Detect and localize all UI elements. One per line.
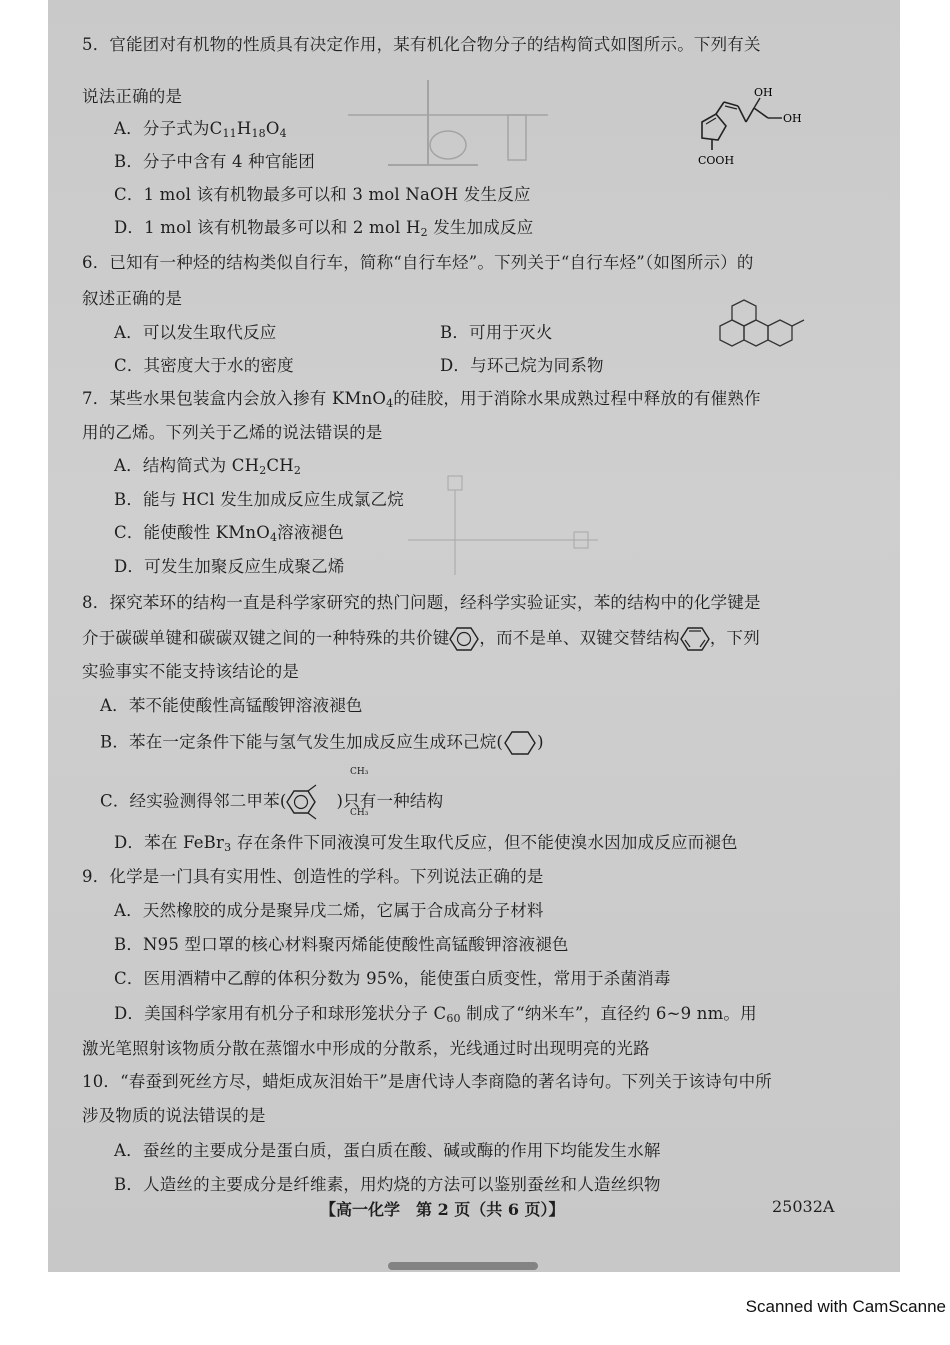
q8-stem-line1: 8．探究苯环的结构一直是科学家研究的热门问题，经科学实验证实，苯的结构中的化学键是 <box>82 593 761 612</box>
o-xylene-ch3-bottom: CH₃ <box>350 808 369 818</box>
cyclohexane-icon <box>503 730 537 756</box>
q6-option-d: D．与环己烷为同系物 <box>440 356 604 375</box>
q8-option-c: C．经实验测得邻二甲苯( )只有一种结构 <box>100 783 443 821</box>
q7-stem-line1: 7．某些水果包装盒内会放入掺有 KMnO$_4$的硅胶，用于消除水果成熟过程中释放的有催熟作 <box>82 389 761 410</box>
q8-stem-line2: 介于碳碳单键和碳碳双键之间的一种特殊的共价键 ，而不是单、双键交替结构 ，下列 <box>82 626 760 652</box>
q9-option-d-line1: D．美国科学家用有机分子和球形笼状分子 $C_{60}$ 制成了“纳米车”，直径约 6~9 nm。用 <box>114 1004 757 1025</box>
q6-option-a: A．可以发生取代反应 <box>114 323 277 342</box>
show-through-apparatus <box>328 75 588 170</box>
q7-option-c: C．能使酸性 KMnO$_4$溶液褪色 <box>114 523 344 544</box>
q5-stem-line1: 5．官能团对有机物的性质具有决定作用，某有机化合物分子的结构简式如图所示。下列有关 <box>82 35 761 54</box>
page-footer: 【高一化学 第 2 页（共 6 页）】 <box>320 1200 565 1219</box>
q5-stem-line2: 说法正确的是 <box>82 87 183 106</box>
q10-stem-line1: 10．“春蚕到死丝方尽，蜡炬成灰泪始干”是唐代诗人李商隐的著名诗句。下列关于该诗句中所 <box>82 1072 772 1091</box>
q9-option-d-line2: 激光笔照射该物质分散在蒸馏水中形成的分散系，光线通过时出现明亮的光路 <box>82 1039 650 1058</box>
q5-option-d: D．1 mol 该有机物最多可以和 2 mol $H_2$ 发生加成反应 <box>114 218 534 239</box>
q6-bicycle-hydrocarbon-structure <box>714 296 810 348</box>
q10-option-b: B．人造丝的主要成分是纤维素，用灼烧的方法可以鉴别蚕丝和人造丝织物 <box>114 1175 661 1194</box>
o-xylene-structure <box>286 783 336 821</box>
o-xylene-ch3-top: CH₃ <box>350 767 369 777</box>
q9-stem: 9．化学是一门具有实用性、创造性的学科。下列说法正确的是 <box>82 867 544 886</box>
q8-option-d: D．苯在 FeBr$_3$ 存在条件下同液溴可发生取代反应，但不能使溴水因加成反应而褪色 <box>114 833 738 854</box>
show-through-diagram <box>408 470 608 585</box>
q5-oh-label-1: OH <box>754 86 773 99</box>
q5-cooh-label: COOH <box>698 154 735 167</box>
scanner-watermark: Scanned with CamScanne <box>745 1297 946 1316</box>
q5-oh-label-2: OH <box>783 112 802 125</box>
q7-option-b: B．能与 HCl 发生加成反应生成氯乙烷 <box>114 490 404 509</box>
q5-option-a: A．分子式为$C_{11}H_{18}O_4$ <box>114 119 287 140</box>
q8-option-b: B．苯在一定条件下能与氢气发生加成反应生成环己烷( ) <box>100 730 544 756</box>
q7-stem-line2: 用的乙烯。下列关于乙烯的说法错误的是 <box>82 423 383 442</box>
q9-option-c: C．医用酒精中乙醇的体积分数为 95%，能使蛋白质变性，常用于杀菌消毒 <box>114 969 671 988</box>
q5-structure-formula <box>680 84 820 170</box>
q6-stem-line2: 叙述正确的是 <box>82 289 183 308</box>
q7-option-a: A．结构简式为 $CH_2CH_2$ <box>114 456 302 477</box>
q6-stem-line1: 6．已知有一种烃的结构类似自行车，简称“自行车烃”。下列关于“自行车烃”（如图所示）的 <box>82 253 754 272</box>
q10-option-a: A．蚕丝的主要成分是蛋白质，蛋白质在酸、碱或酶的作用下均能发生水解 <box>114 1141 661 1160</box>
benzene-delocalized-icon <box>449 626 479 652</box>
exam-page <box>48 0 900 1272</box>
q5-option-b: B．分子中含有 4 种官能团 <box>114 152 315 171</box>
q7-option-d: D．可发生加聚反应生成聚乙烯 <box>114 557 345 576</box>
benzene-kekule-icon <box>680 626 710 652</box>
q6-option-c: C．其密度大于水的密度 <box>114 356 294 375</box>
q6-option-b: B．可用于灭火 <box>440 323 553 342</box>
q8-stem-line3: 实验事实不能支持该结论的是 <box>82 662 300 681</box>
exam-code: 25032A <box>772 1197 835 1216</box>
q10-stem-line2: 涉及物质的说法错误的是 <box>82 1106 266 1125</box>
binding-shadow <box>388 1262 538 1270</box>
q5-option-c: C．1 mol 该有机物最多可以和 3 mol NaOH 发生反应 <box>114 185 531 204</box>
q9-option-b: B．N95 型口罩的核心材料聚丙烯能使酸性高锰酸钾溶液褪色 <box>114 935 569 954</box>
q9-option-a: A．天然橡胶的成分是聚异戊二烯，它属于合成高分子材料 <box>114 901 544 920</box>
q8-option-a: A．苯不能使酸性高锰酸钾溶液褪色 <box>100 696 363 715</box>
